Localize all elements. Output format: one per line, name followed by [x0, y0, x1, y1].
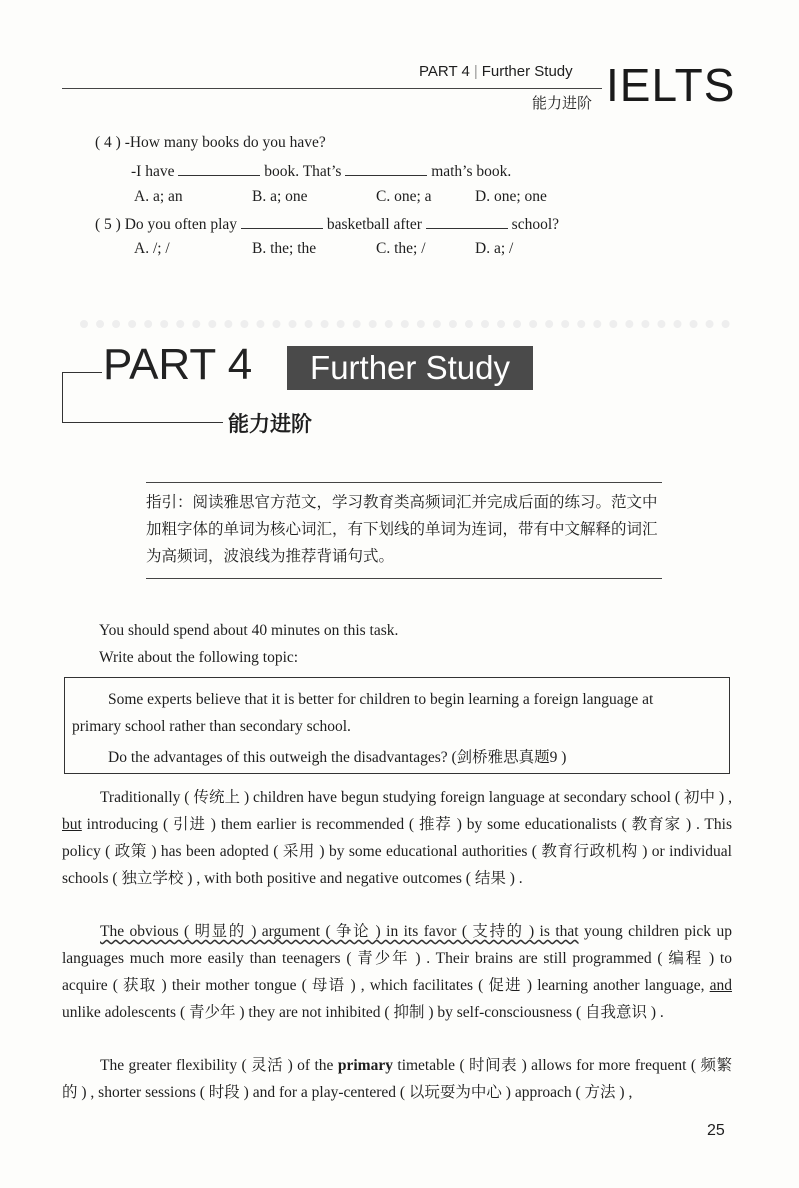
answer-blank	[241, 214, 323, 229]
question-5-stem: ( 5 ) Do you often play basketball after school?	[95, 216, 560, 233]
question-4-option: A. a; an	[134, 188, 183, 205]
essay-paragraph-3: The greater flexibility ( 灵活 ) of the primary timetable ( 时间表 ) allows for more frequent ( 频繁的 ) , shorter sessions ( 时段 ) and for a play-centered ( 以玩耍为中心 ) approach ( 方法 ) ,	[62, 1057, 733, 1101]
prompt-question: Do the advantages of this outweigh the disadvantages? (剑桥雅思真题9 )	[108, 749, 567, 766]
question-4-stem: ( 4 ) -How many books do you have?	[95, 134, 326, 151]
prompt-line: Some experts believe that it is better for children to begin learning a foreign language at	[108, 691, 654, 708]
question-4-option: B. a; one	[252, 188, 308, 205]
conjunction: but	[62, 816, 82, 833]
guide-text: 指引：阅读雅思官方范文，学习教育类高频词汇并完成后面的练习。范文中加粗字体的单词为核心词汇，有下划线的单词为连词，带有中文解释的词汇为高频词，波浪线为推荐背诵句式。	[146, 494, 658, 565]
header-section: PART 4	[419, 63, 470, 80]
page-number: 25	[707, 1122, 725, 1139]
guide-rule-bottom	[146, 578, 662, 579]
header-section-cn: 能力进阶	[532, 95, 593, 112]
answer-blank	[345, 161, 427, 176]
question-4-option: C. one; a	[376, 188, 432, 205]
guide-rule-top	[146, 482, 662, 483]
question-5-option: C. the; /	[376, 240, 426, 257]
essay-paragraph-2: The obvious ( 明显的 ) argument ( 争论 ) in its favor ( 支持的 ) is that young children pick up languages much more easily than teenagers ( 青少年 ) . Their brains are still programmed ( 编程 ) to acquire ( 获取 ) their mother tongue ( 母语 ) , which facilitates ( 促进 ) learning another language, and unlike adolescents ( 青少年 ) they are not inhibited ( 抑制 ) by self-consciousness ( 自我意识 ) .	[62, 923, 732, 1021]
conjunction: and	[709, 977, 732, 994]
task-instruction: You should spend about 40 minutes on this task.	[99, 622, 399, 639]
part-subtitle-cn: 能力进阶	[228, 413, 312, 436]
bleed-through	[80, 300, 730, 328]
answer-blank	[426, 214, 508, 229]
question-4-option: D. one; one	[475, 188, 547, 205]
ielts-logo: IELTS	[606, 59, 736, 111]
recommended-pattern: The obvious ( 明显的 ) argument ( 争论 ) in its favor ( 支持的 ) is that	[100, 923, 579, 940]
answer-blank	[178, 161, 260, 176]
question-4-answer-line: -I have book. That’s math’s book.	[131, 163, 512, 180]
prompt-line: primary school rather than secondary school.	[72, 718, 351, 735]
task-instruction: Write about the following topic:	[99, 649, 299, 666]
essay-paragraph-1: Traditionally ( 传统上 ) children have begun studying foreign language at secondary school ( 初中 ) , but introducing ( 引进 ) them earlier is recommended ( 推荐 ) by some educationalists ( 教育家 ) . This policy ( 政策 ) has been adopted ( 采用 ) by some educational authorities ( 教育行政机构 ) or individual schools ( 独立学校 ) , with both positive and negative outcomes ( 结果 ) .	[62, 789, 732, 887]
part-title: PART 4	[103, 340, 253, 389]
header-rule	[62, 88, 602, 89]
header-section-title: Further Study	[481, 63, 573, 80]
part-subtitle-box: Further Study	[287, 346, 533, 390]
core-word: primary	[337, 1057, 393, 1074]
question-5-option: B. the; the	[252, 240, 317, 257]
running-header: PART 4 | Further Study	[419, 63, 573, 80]
question-5-option: A. /; /	[134, 240, 170, 257]
question-5-option: D. a; /	[475, 240, 514, 257]
